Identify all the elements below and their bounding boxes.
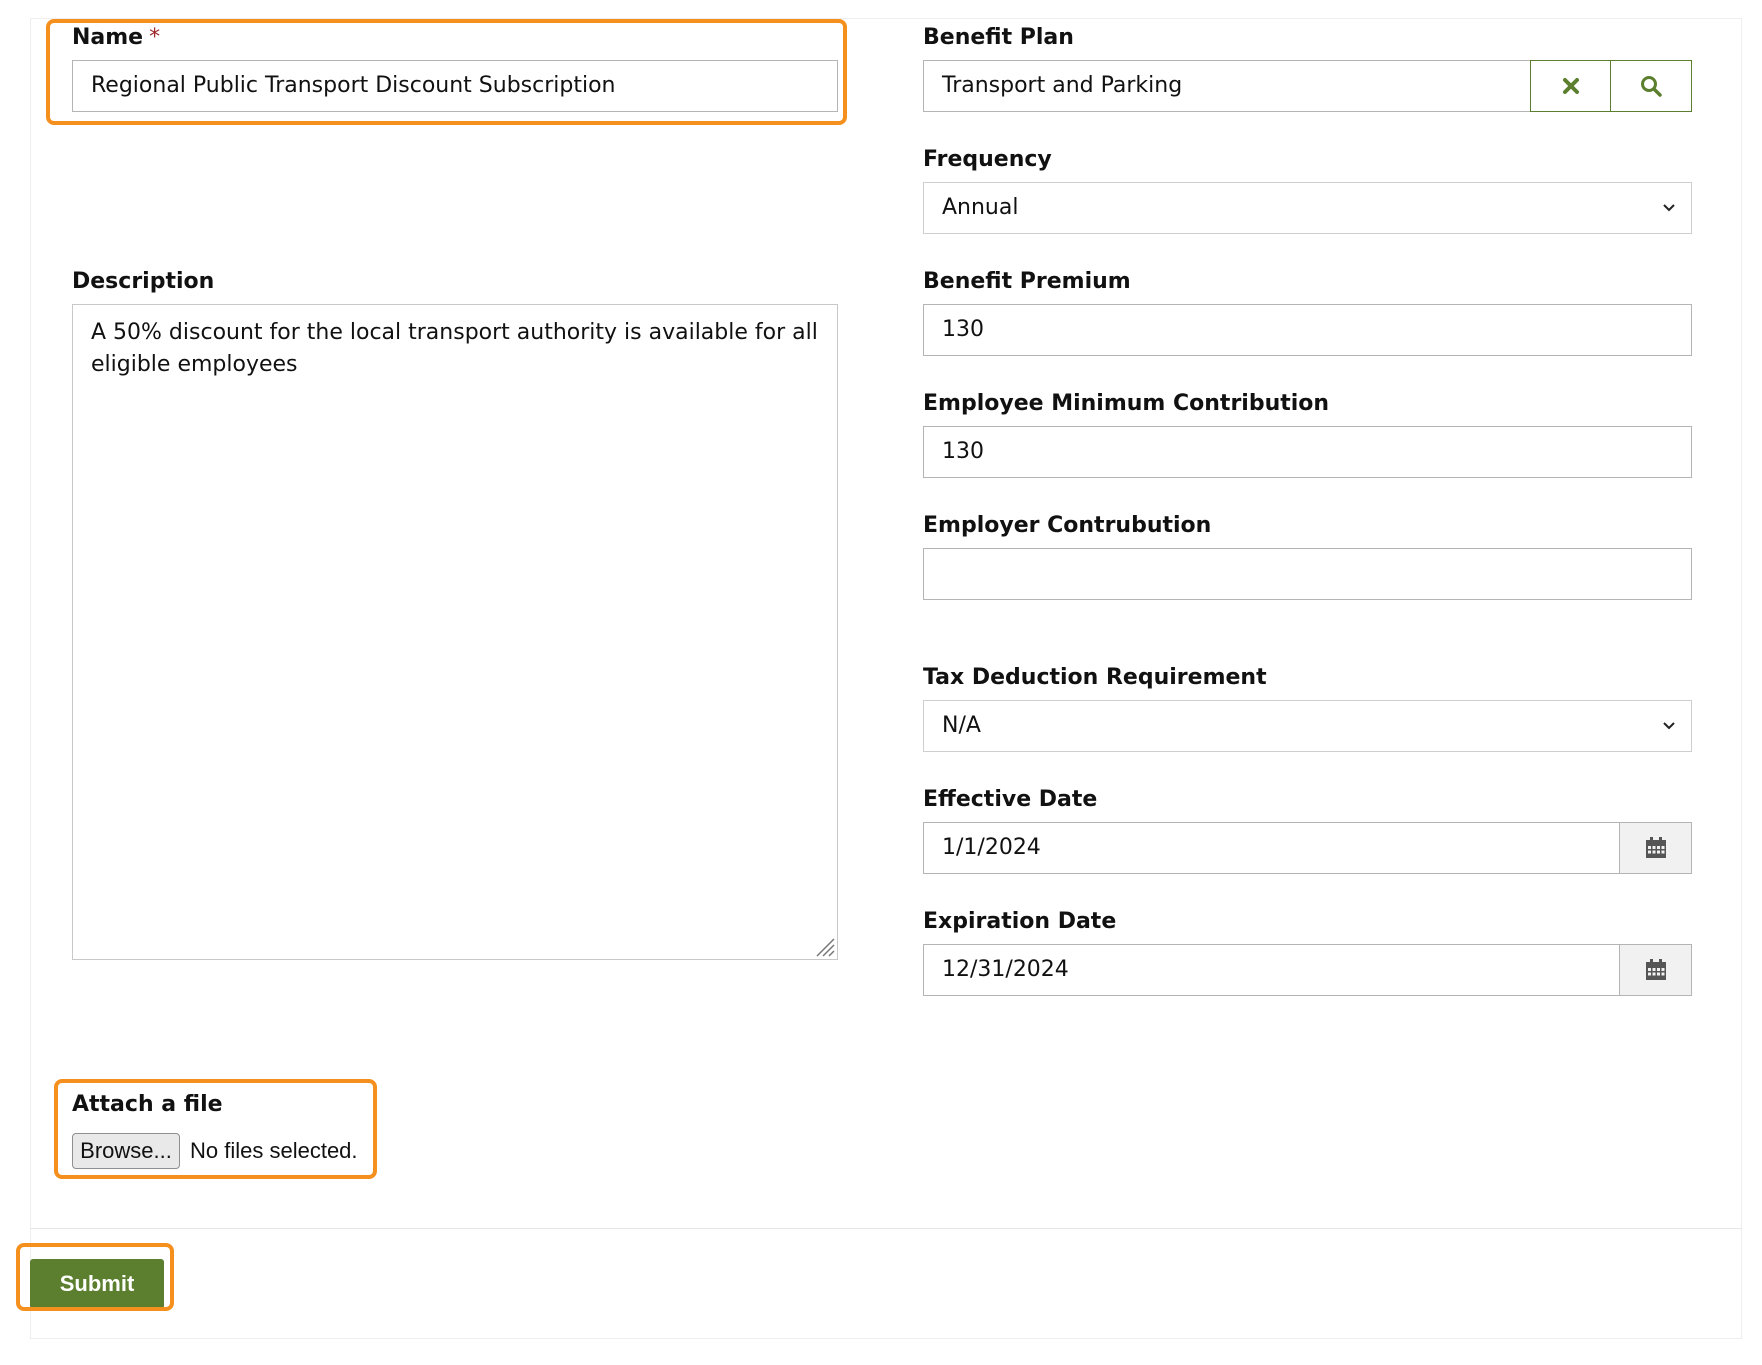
effective-date-calendar-button[interactable] (1619, 822, 1692, 874)
tax-deduction-select[interactable] (923, 700, 1692, 752)
expiration-date-label: Expiration Date (923, 909, 1117, 934)
search-benefit-plan-button[interactable] (1610, 60, 1692, 112)
times-icon (1561, 76, 1581, 96)
browse-button[interactable]: Browse... (72, 1133, 180, 1169)
benefit-premium-label: Benefit Premium (923, 269, 1131, 294)
attach-highlight (54, 1079, 377, 1179)
expiration-date-input[interactable]: 12/31/2024 (923, 944, 1620, 996)
chevron-down-icon (1661, 718, 1677, 734)
search-icon (1640, 75, 1662, 97)
expiration-date-calendar-button[interactable] (1619, 944, 1692, 996)
description-text: A 50% discount for the local transport authority is available for all eligible employees (91, 320, 818, 377)
employer-contribution-label: Employer Contrubution (923, 513, 1212, 538)
benefit-premium-input[interactable]: 130 (923, 304, 1692, 356)
submit-button[interactable]: Submit (30, 1259, 164, 1309)
description-textarea[interactable] (72, 304, 838, 960)
description-label: Description (72, 269, 215, 294)
frequency-select[interactable] (923, 182, 1692, 234)
chevron-down-icon (1661, 200, 1677, 216)
resize-handle-icon[interactable] (813, 935, 835, 957)
calendar-icon (1645, 837, 1667, 859)
calendar-icon (1645, 959, 1667, 981)
file-status-text: No files selected. (190, 1138, 358, 1163)
tax-deduction-label: Tax Deduction Requirement (923, 665, 1267, 690)
clear-benefit-plan-button[interactable] (1530, 60, 1611, 112)
effective-date-label: Effective Date (923, 787, 1098, 812)
name-highlight (46, 19, 847, 125)
employee-min-contribution-input[interactable]: 130 (923, 426, 1692, 478)
required-mark: * (149, 25, 161, 50)
effective-date-input[interactable]: 1/1/2024 (923, 822, 1620, 874)
attach-file-label: Attach a file (72, 1092, 223, 1117)
submit-highlight (16, 1243, 174, 1311)
benefit-plan-input[interactable]: Transport and Parking (923, 60, 1531, 112)
footer-divider (30, 1228, 1742, 1229)
name-label: Name * (72, 25, 161, 50)
employer-contribution-input[interactable] (923, 548, 1692, 600)
benefit-plan-label: Benefit Plan (923, 25, 1074, 50)
employee-min-contribution-label: Employee Minimum Contribution (923, 391, 1330, 416)
frequency-selected: Annual (942, 195, 1019, 220)
frequency-label: Frequency (923, 147, 1052, 172)
tax-deduction-selected: N/A (942, 713, 981, 738)
name-input[interactable]: Regional Public Transport Discount Subscription (72, 60, 838, 112)
